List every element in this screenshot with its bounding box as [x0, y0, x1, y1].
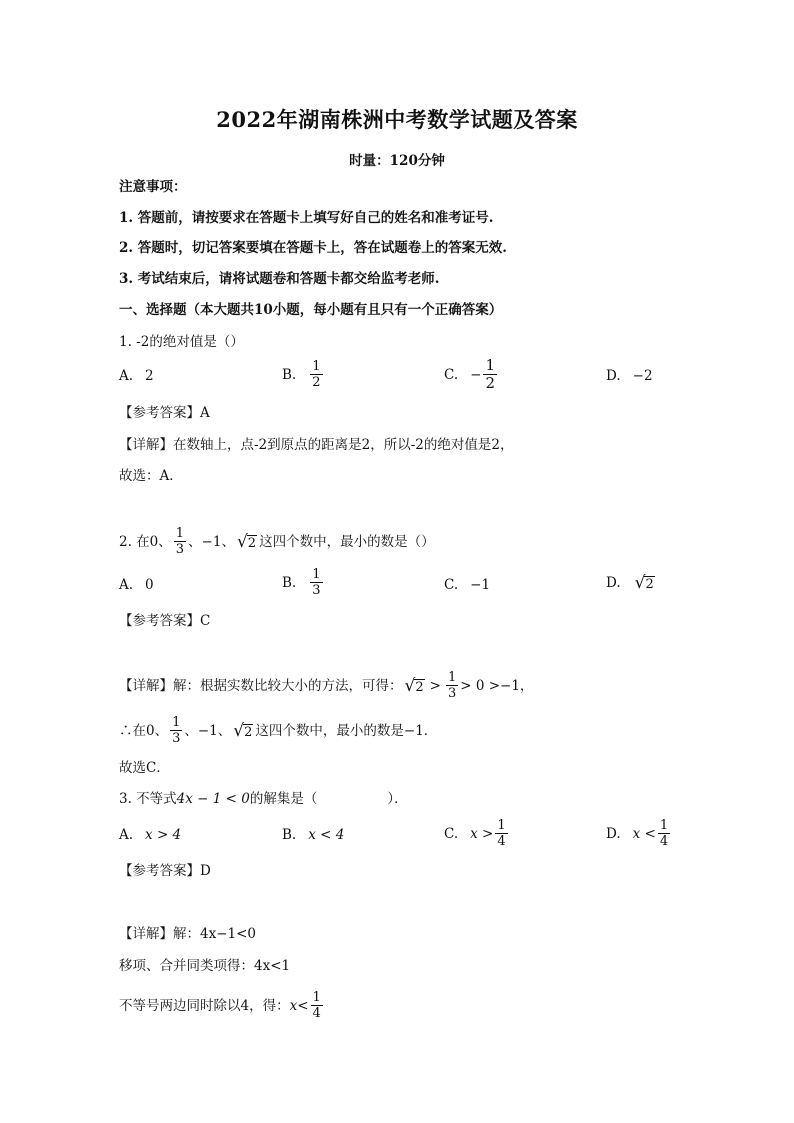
fraction — [446, 670, 458, 701]
q3-step-2 — [119, 990, 325, 1021]
option-letter: A. — [119, 827, 134, 843]
radicand: 2 — [247, 535, 257, 551]
therefore-prefix: ∴在0、 — [119, 722, 169, 739]
fraction — [658, 818, 670, 849]
radical-sign-icon: √ — [634, 573, 646, 593]
q1-option-a[interactable] — [119, 368, 154, 384]
detail-rest: > 0 >−1， — [460, 677, 534, 694]
numerator: 1 — [312, 567, 321, 582]
q1-conclusion: 故选：A． — [119, 468, 183, 484]
option-letter: A. — [119, 368, 134, 384]
denominator: 2 — [312, 375, 321, 390]
exam-duration: 时量：120分钟 — [349, 153, 445, 169]
q1-option-b[interactable] — [282, 359, 325, 390]
q3-answer: 【参考答案】D — [119, 863, 211, 879]
option-value: 0 — [145, 577, 154, 593]
option-value: −2 — [632, 368, 653, 384]
stem-end: ）． — [387, 791, 408, 807]
radical-sign-icon: √ — [404, 675, 416, 696]
q2-conclusion: 故选C． — [119, 760, 170, 776]
numerator: 1 — [312, 990, 321, 1005]
numerator: 1 — [172, 715, 181, 730]
option-value: 2 — [145, 368, 154, 384]
q2-option-c[interactable] — [444, 577, 490, 593]
stem-suffix: 这四个数中，最小的数是（） — [259, 533, 435, 550]
radicand: 2 — [645, 577, 654, 592]
greater-than: > — [429, 677, 441, 694]
q1-answer: 【参考答案】A — [119, 405, 210, 421]
option-letter: D. — [606, 825, 621, 842]
stem-prefix: 3. 不等式 — [119, 791, 177, 807]
variable: x< — [289, 997, 309, 1014]
q3-stem — [119, 790, 408, 808]
variable: x > — [470, 825, 494, 842]
denominator: 3 — [312, 583, 321, 598]
radicand: 2 — [244, 724, 253, 740]
sqrt-expression — [237, 533, 257, 551]
option-value: −1 — [470, 577, 491, 593]
q3-option-a[interactable] — [119, 827, 181, 843]
sqrt-expression — [635, 574, 655, 592]
numerator: 1 — [497, 818, 506, 833]
fraction — [310, 567, 322, 598]
q2-option-d[interactable] — [606, 574, 657, 592]
option-letter: B. — [282, 827, 297, 843]
minus-sign: − — [470, 366, 482, 383]
page-title: 2022年湖南株洲中考数学试题及答案 — [216, 107, 578, 132]
denominator: 4 — [497, 834, 506, 849]
numerator: 1 — [659, 818, 669, 833]
q1-detail: 【详解】在数轴上，点-2到原点的距离是2，所以-2的绝对值是2， — [119, 437, 514, 453]
note-item-3: 3. 考试结束后，请将试题卷和答题卡都交给监考老师. — [119, 271, 440, 287]
radical-sign-icon: √ — [236, 531, 248, 552]
stem-prefix: 2. 在0、 — [119, 533, 172, 550]
fraction — [483, 357, 497, 392]
q2-option-a[interactable] — [119, 577, 154, 593]
q2-stem — [119, 526, 435, 557]
numerator: 1 — [175, 526, 185, 541]
fraction — [174, 526, 186, 557]
sqrt-expression — [233, 722, 253, 740]
q3-step-1: 移项、合并同类项得：4x<1 — [119, 958, 291, 974]
fraction — [311, 990, 323, 1021]
q3-option-c[interactable] — [444, 818, 510, 849]
denominator: 3 — [447, 686, 457, 701]
q3-detail: 【详解】解：4x−1<0 — [119, 926, 257, 942]
denominator: 4 — [312, 1006, 321, 1021]
notes-heading: 注意事项： — [119, 179, 187, 195]
stem-suffix: 的解集是（ — [249, 791, 318, 807]
denominator: 3 — [172, 731, 181, 746]
note-item-1: 1. 答题前，请按要求在答题卡上填写好自己的姓名和准考证号. — [119, 210, 494, 226]
option-letter: D. — [606, 575, 621, 591]
option-letter: C. — [444, 577, 459, 593]
q2-option-b[interactable] — [282, 567, 325, 598]
denominator: 2 — [485, 374, 495, 392]
therefore-mid: 、−1、 — [184, 722, 232, 739]
radical-sign-icon: √ — [233, 720, 245, 741]
q2-answer: 【参考答案】C — [119, 613, 211, 629]
fraction — [310, 359, 322, 390]
option-letter: C. — [444, 825, 459, 842]
option-letter: B. — [282, 574, 297, 591]
step-prefix: 不等号两边同时除以4，得： — [119, 997, 290, 1014]
numerator: 1 — [447, 670, 457, 685]
q2-therefore — [119, 715, 437, 746]
q1-option-c[interactable] — [444, 357, 499, 392]
option-value: x > 4 — [145, 827, 182, 843]
option-letter: A. — [119, 577, 134, 593]
therefore-suffix: 这四个数中，最小的数是−1． — [255, 722, 438, 739]
q1-option-d[interactable] — [606, 368, 653, 384]
q2-detail — [119, 670, 533, 701]
q1-stem: 1. -2的绝对值是（） — [119, 334, 244, 350]
option-letter: C. — [444, 366, 459, 383]
inequality-expression: 4x − 1 < 0 — [176, 791, 250, 807]
numerator: 1 — [485, 356, 495, 374]
note-item-2: 2. 答题时，切记答案要填在答题卡上，答在试题卷上的答案无效. — [119, 240, 507, 256]
sqrt-expression — [405, 677, 425, 695]
fraction — [495, 818, 507, 849]
detail-prefix: 【详解】解：根据实数比较大小的方法，可得： — [119, 677, 403, 694]
section-heading: 一、选择题（本大题共10小题，每小题有且只有一个正确答案） — [119, 302, 503, 318]
option-letter: D. — [606, 368, 621, 384]
q3-option-b[interactable] — [282, 827, 344, 843]
option-value: x < 4 — [308, 827, 345, 843]
stem-mid: 、−1、 — [188, 533, 235, 550]
radicand: 2 — [415, 679, 424, 695]
q3-option-d[interactable] — [606, 818, 672, 849]
variable: x < — [632, 825, 656, 842]
numerator: 1 — [312, 359, 321, 374]
fraction — [170, 715, 182, 746]
denominator: 3 — [175, 542, 185, 557]
option-letter: B. — [282, 366, 297, 383]
denominator: 4 — [659, 834, 669, 849]
